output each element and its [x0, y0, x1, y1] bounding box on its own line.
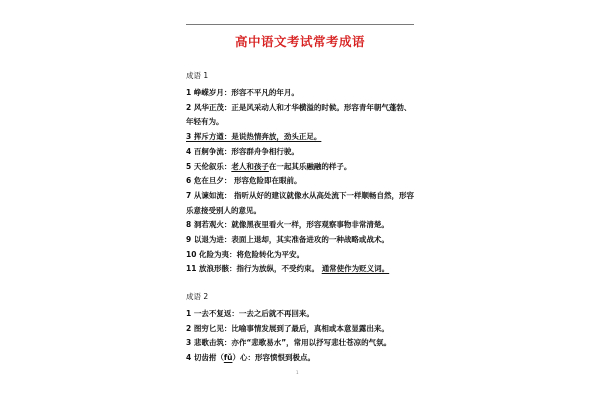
idiom-entry: 1 峥嵘岁月：形容不平凡的年月。	[186, 88, 299, 97]
idiom-entry-text: 4 切齿拊（	[186, 353, 224, 363]
idiom-entry: 4 百舸争流：形容群舟争相行驶。	[186, 146, 299, 156]
idiom-entry-text: 在一起其乐融融的样子。	[268, 161, 352, 171]
idiom-entry: 3 悲歌击筑：亦作“悲歌易水”，常用以抒写悲壮苍凉的气氛。	[186, 338, 392, 348]
idiom-entry-continuation: 乐意接受别人的意见。	[186, 205, 261, 215]
idiom-section-1	[186, 68, 426, 277]
idiom-entry	[186, 351, 426, 366]
document-title: 高中语文考试常考成语	[234, 34, 365, 49]
idiom-entry	[186, 160, 426, 175]
idiom-entry-underlined: 老人和孩子	[231, 161, 269, 171]
idiom-entry: 1 一去不复返：一去之后就不再回来。	[186, 309, 314, 318]
idiom-entry: 2 图穷匕见：比喻事情发展到了最后，真相或本意显露出来。	[186, 323, 389, 333]
idiom-entry: 2 风华正茂：正是风采动人和才华横溢的时候。形容青年朝气蓬勃、	[186, 102, 412, 112]
idiom-entry	[186, 262, 426, 277]
idiom-entry: 3 挥斥方遒：是说热情奔放，劲头正足。	[186, 132, 322, 142]
idiom-entry-text: 5 天伦叙乐：	[186, 161, 232, 171]
idiom-section-2	[186, 289, 426, 366]
idiom-entry-text: ）心：形容愤恨到极点。	[232, 353, 315, 363]
idiom-entry: 10 化险为夷：将危险转化为平安。	[186, 249, 305, 259]
section-heading: 成语 2	[186, 292, 209, 301]
section-heading: 成语 1	[186, 71, 209, 80]
page-number: 1	[296, 370, 299, 375]
idiom-entry-text: 11 放浪形骸：指行为放纵，不受约束。	[186, 264, 320, 274]
idiom-entry-underlined: 通常使作为贬义词。	[321, 264, 390, 274]
pinyin-annotation: fǔ	[223, 353, 233, 363]
header-rule	[186, 24, 414, 25]
idiom-entry: 8 洞若观火：就像黑夜里看火一样，形容观察事物非常清楚。	[186, 220, 389, 230]
idiom-entry: 6 危在旦夕： 形容危险即在眼前。	[186, 176, 302, 186]
idiom-entry: 9 以退为进：表面上退却，其实准备进攻的一种战略或战术。	[186, 235, 389, 245]
idiom-entry-continuation: 年轻有为。	[186, 117, 224, 127]
idiom-entry: 7 从谏如流： 指听从好的建议就像水从高处流下一样顺畅自然，形容	[186, 190, 414, 200]
